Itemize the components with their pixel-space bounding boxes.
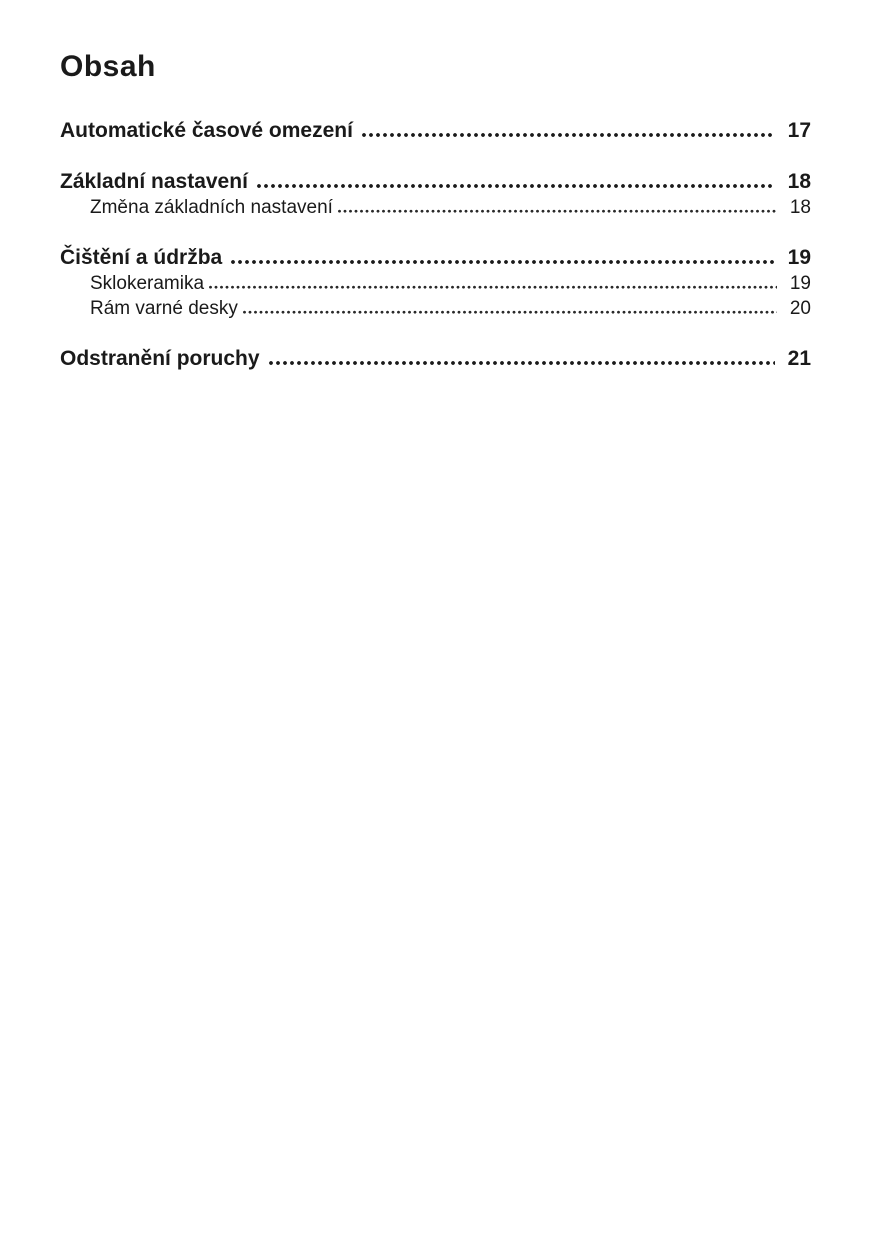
toc-entry	[60, 298, 811, 320]
page-title: Obsah	[60, 50, 156, 83]
dot-leader	[231, 260, 775, 264]
toc-group	[60, 118, 811, 143]
toc-entry-page-number: 19	[787, 246, 811, 269]
toc-entry-page-number: 18	[789, 197, 811, 218]
toc-entry-page-number: 19	[789, 273, 811, 294]
toc-entry	[60, 346, 811, 371]
dot-leader	[257, 184, 775, 188]
dot-leader	[209, 285, 777, 289]
toc-entry-label: Čištění a údržba	[60, 246, 223, 269]
toc-entry-label: Odstranění poruchy	[60, 347, 260, 370]
toc-group	[60, 245, 811, 320]
dot-leader	[338, 209, 777, 213]
toc-entry-label: Změna základních nastavení	[90, 197, 333, 218]
table-of-contents	[60, 118, 811, 371]
toc-entry	[60, 197, 811, 219]
toc-entry-label: Základní nastavení	[60, 170, 248, 193]
dot-leader	[269, 361, 775, 365]
toc-entry-page-number: 20	[789, 298, 811, 319]
toc-entry-page-number: 17	[787, 119, 811, 142]
toc-group	[60, 169, 811, 219]
toc-entry	[60, 169, 811, 194]
toc-entry-page-number: 21	[787, 347, 811, 370]
dot-leader	[243, 310, 777, 314]
toc-entry	[60, 245, 811, 270]
toc-entry-label: Sklokeramika	[90, 273, 205, 294]
toc-entry-label: Rám varné desky	[90, 298, 238, 319]
dot-leader	[362, 133, 775, 137]
toc-entry	[60, 118, 811, 143]
toc-entry	[60, 273, 811, 295]
toc-group	[60, 346, 811, 371]
toc-entry-page-number: 18	[787, 170, 811, 193]
toc-entry-label: Automatické časové omezení	[60, 119, 353, 142]
